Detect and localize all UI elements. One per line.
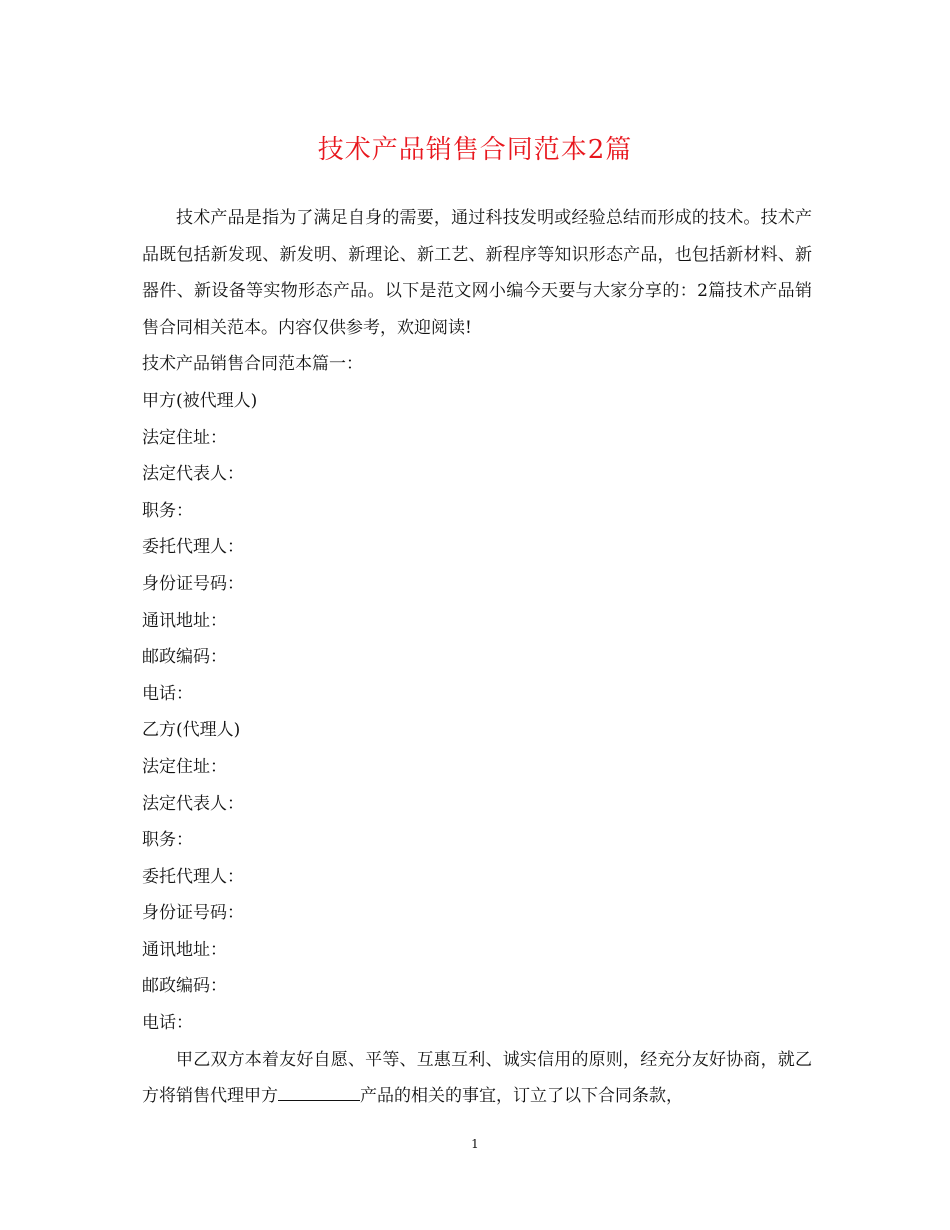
- party-b-position: 职务：: [142, 830, 193, 851]
- party-a-heading: 甲方(被代理人): [142, 390, 258, 411]
- closing-paragraph: [142, 1042, 812, 1115]
- party-a-legal-rep: 法定代表人：: [142, 464, 244, 485]
- closing-text-part1: 甲乙双方本着友好自愿、平等、互惠互利、诚实信用的原则，经充分友好协商，就乙方将销售代理甲方: [142, 1049, 812, 1107]
- product-name-blank: [278, 1080, 360, 1101]
- closing-text-part2: 产品的相关的事宜，订立了以下合同条款，: [360, 1086, 683, 1107]
- party-b-agent: 委托代理人：: [142, 866, 244, 887]
- party-a-postcode: 邮政编码：: [142, 647, 227, 668]
- party-a-mail-address: 通讯地址：: [142, 610, 227, 631]
- party-a-address: 法定住址：: [142, 427, 227, 448]
- party-a-agent: 委托代理人：: [142, 537, 244, 558]
- document-title: 技术产品销售合同范本2篇: [317, 135, 633, 165]
- party-b-legal-rep: 法定代表人：: [142, 793, 244, 814]
- party-a-id-number: 身份证号码：: [142, 573, 244, 594]
- intro-paragraph: 技术产品是指为了满足自身的需要，通过科技发明或经验总结而形成的技术。技术产品既包括新发现、新发明、新理论、新工艺、新程序等知识形态产品，也包括新材料、新器件、新设备等实物形态产品。以下是范文网小编今天要与大家分享的：2篇技术产品销售合同相关范本。内容仅供参考，欢迎阅读!: [142, 208, 812, 338]
- party-b-postcode: 邮政编码：: [142, 976, 227, 997]
- page-number: 1: [471, 1137, 479, 1151]
- document-body: [142, 200, 812, 1115]
- party-b-id-number: 身份证号码：: [142, 903, 244, 924]
- party-b-mail-address: 通讯地址：: [142, 939, 227, 960]
- party-b-address: 法定住址：: [142, 756, 227, 777]
- party-a-position: 职务：: [142, 500, 193, 521]
- party-b-heading: 乙方(代理人): [142, 720, 241, 741]
- party-a-phone: 电话：: [142, 683, 193, 704]
- party-b-phone: 电话：: [142, 1013, 193, 1034]
- section-heading: 技术产品销售合同范本篇一：: [142, 354, 363, 375]
